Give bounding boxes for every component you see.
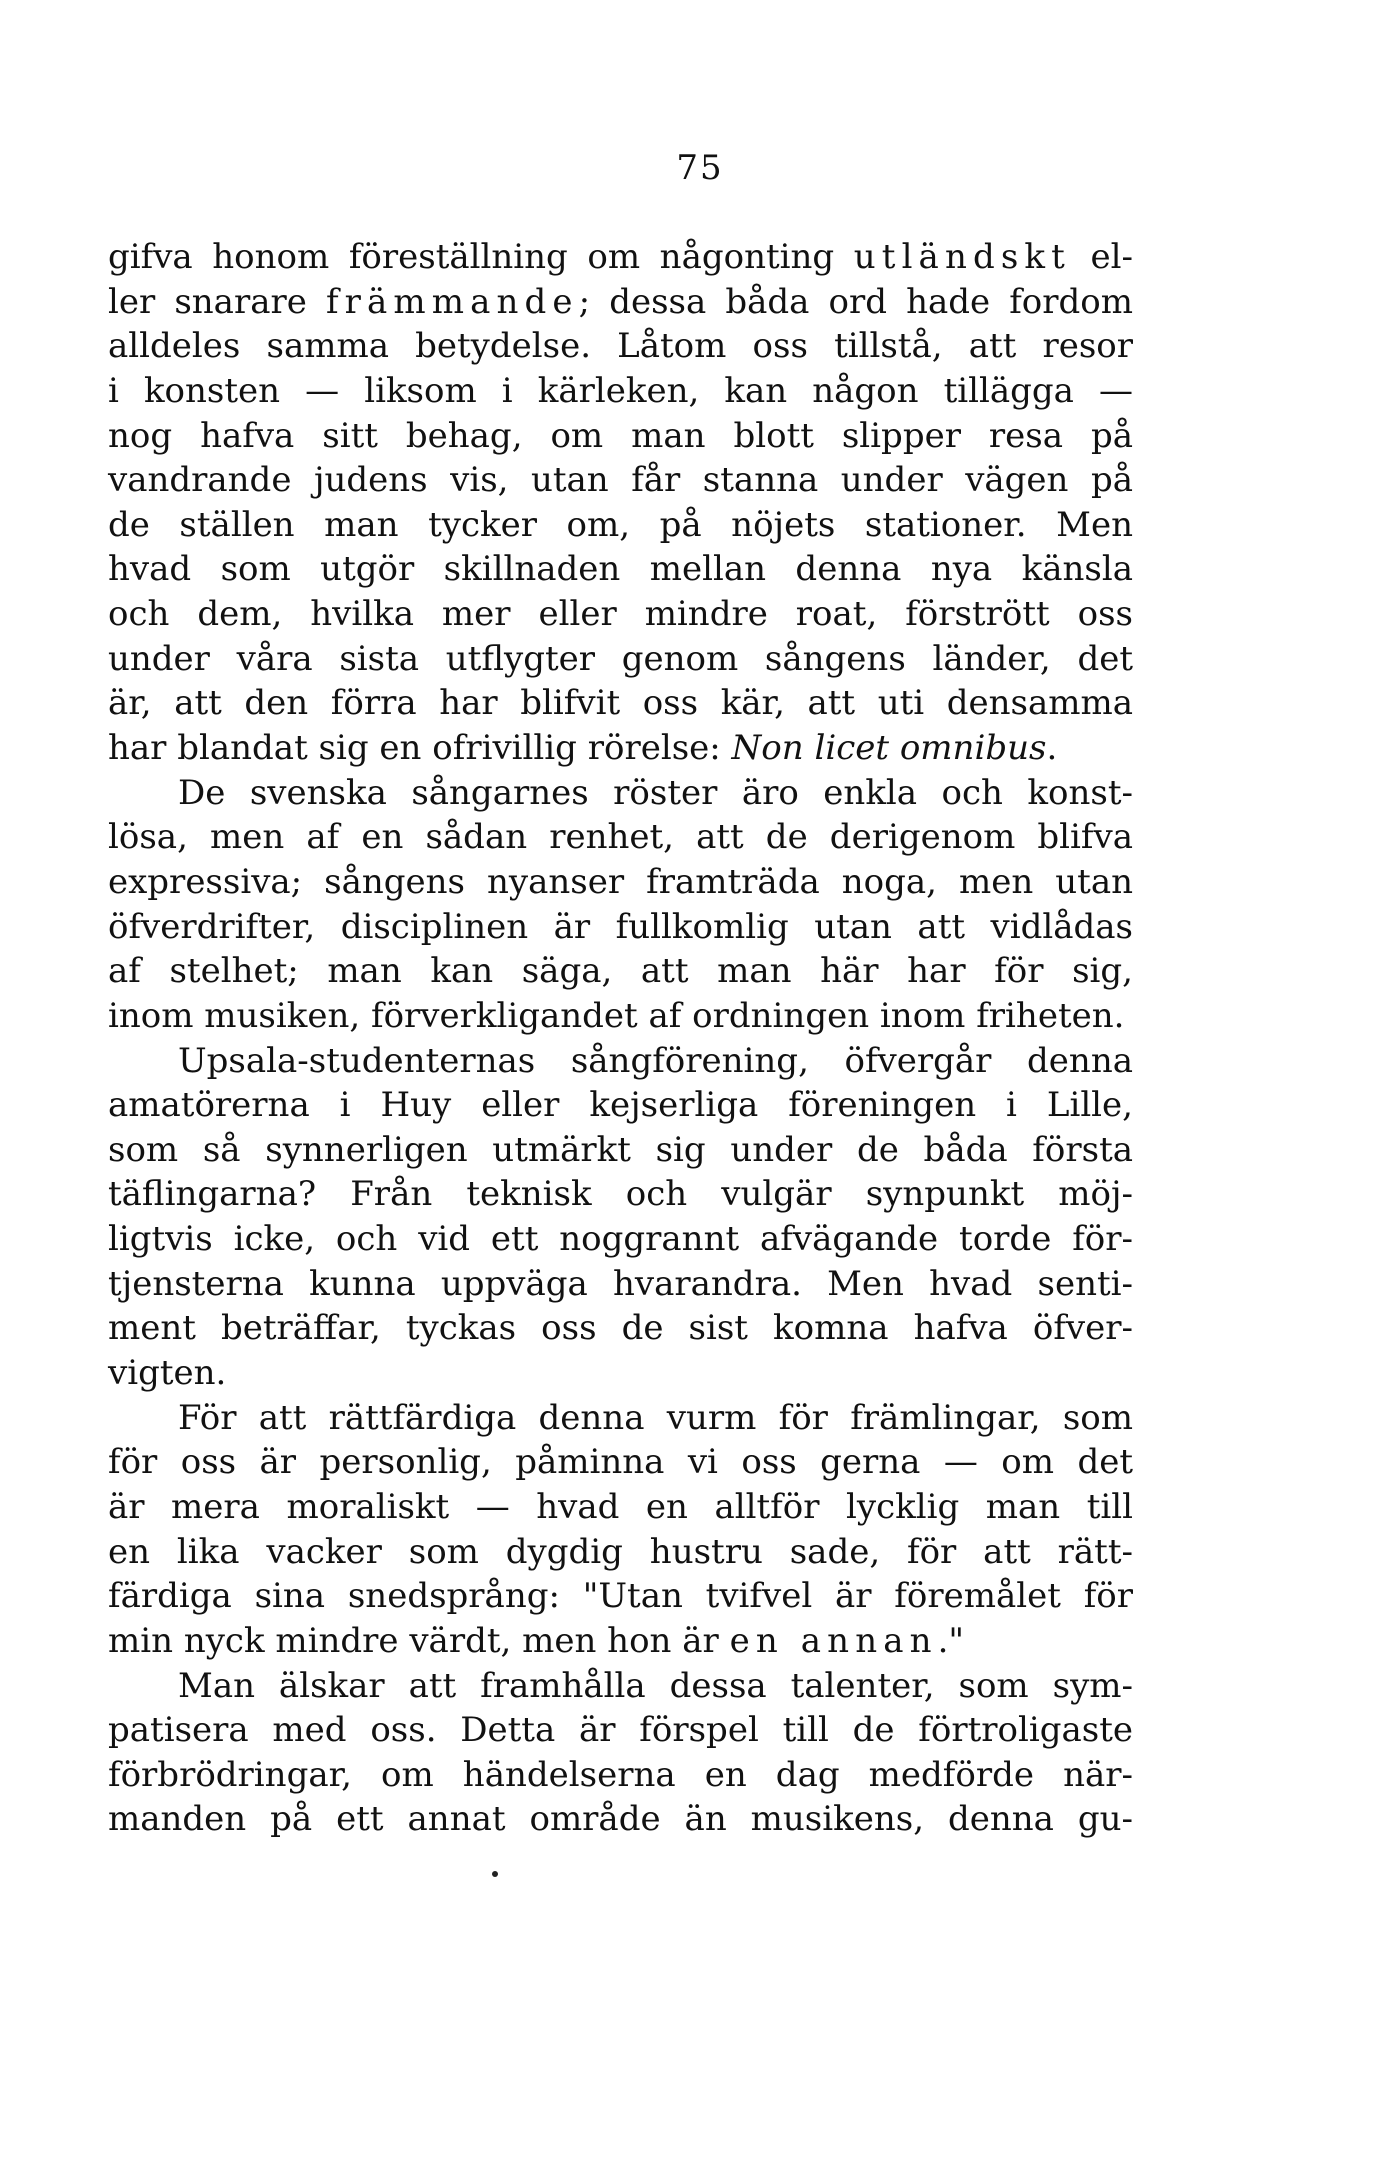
line-text: har blandat sig en ofrivillig rörelse: — [108, 728, 732, 769]
line-text: täflingarna? Från teknisk och vulgär synpunkt möj- — [108, 1174, 1133, 1215]
text-line — [108, 637, 1133, 682]
line-text: För att rättfärdiga denna vurm för främlingar, som — [178, 1397, 1133, 1438]
line-text: som så synnerligen utmärkt sig under de båda första — [108, 1129, 1133, 1170]
italic-phrase: Non licet omnibus — [731, 728, 1047, 769]
line-text: min nyck mindre värdt, men hon är — [108, 1620, 730, 1661]
text-line — [108, 1708, 1133, 1753]
text-line — [108, 1797, 1133, 1842]
text-line — [108, 1753, 1133, 1798]
text-line — [108, 1172, 1133, 1217]
line-text: hvad som utgör skillnaden mellan denna nya känsla — [108, 549, 1133, 590]
spaced-emphasis: utländskt — [853, 237, 1071, 277]
line-text: Upsala-studenternas sångförening, öfvergår denna — [178, 1040, 1133, 1081]
line-text: lösa, men af en sådan renhet, att de derigenom blifva — [108, 817, 1133, 858]
text-line — [108, 280, 1133, 325]
line-text: ment beträffar, tyckas oss de sist komna hafva öfver- — [108, 1308, 1133, 1349]
line-text: inom musiken, förverkligandet af ordningen inom friheten. — [108, 995, 1125, 1036]
text-line — [108, 860, 1133, 905]
line-text: är, att den förra har blifvit oss kär, att uti densamma — [108, 683, 1133, 724]
stray-dot-mark — [492, 1871, 498, 1877]
line-text: tjensterna kunna uppväga hvarandra. Men hvad senti- — [108, 1263, 1133, 1304]
line-text: nog hafva sitt behag, om man blott slipper resa på — [108, 415, 1133, 456]
text-line — [108, 592, 1133, 637]
body-text — [108, 235, 1133, 1842]
line-text: el- — [1070, 237, 1133, 277]
text-line — [108, 771, 1133, 816]
line-text: alldeles samma betydelse. Låtom oss tillstå, att resor — [108, 326, 1133, 367]
line-text: under våra sista utflygter genom sångens länder, det — [108, 638, 1133, 679]
line-text: en lika vacker som dygdig hustru sade, för att rätt- — [108, 1531, 1133, 1572]
line-text: är mera moraliskt — hvad en alltför lycklig man till — [108, 1486, 1133, 1527]
line-text: patisera med oss. Detta är förspel till de förtroligaste — [108, 1710, 1133, 1751]
text-line — [108, 949, 1133, 994]
text-line — [108, 1485, 1133, 1530]
text-line — [108, 1039, 1133, 1084]
line-text: vigten. — [108, 1353, 227, 1394]
text-line — [108, 235, 1133, 280]
text-line — [108, 1664, 1133, 1709]
line-text: ; dessa båda ord hade fordom — [578, 281, 1133, 322]
line-text: De svenska sångarnes röster äro enkla och konst- — [178, 772, 1133, 813]
line-text: expressiva; sångens nyanser framträda noga, men utan — [108, 861, 1133, 902]
line-text: och dem, hvilka mer eller mindre roat, förstrött oss — [108, 594, 1133, 635]
line-text: i konsten — liksom i kärleken, kan någon tillägga — — [108, 370, 1133, 411]
spaced-emphasis: främmande — [325, 281, 579, 322]
text-line — [108, 994, 1133, 1039]
text-line — [108, 503, 1133, 548]
line-text: ler snarare — [108, 281, 326, 322]
line-text: amatörerna i Huy eller kejserliga föreningen i Lille, — [108, 1085, 1133, 1126]
line-text: gifva honom föreställning om någonting — [108, 237, 854, 277]
line-text: Man älskar att framhålla dessa talenter, som sym- — [178, 1665, 1133, 1706]
text-line — [108, 1574, 1133, 1619]
page-number: 75 — [676, 148, 724, 188]
line-text: . — [1046, 728, 1058, 769]
line-text: för oss är personlig, påminna vi oss gerna — om det — [108, 1442, 1133, 1483]
line-text: ligtvis icke, och vid ett noggrannt afvägande torde för- — [108, 1219, 1133, 1260]
text-line — [108, 681, 1133, 726]
text-line — [108, 1217, 1133, 1262]
line-text: förbrödringar, om händelserna en dag medförde när- — [108, 1754, 1133, 1795]
text-line — [108, 1530, 1133, 1575]
text-line — [108, 324, 1133, 369]
line-text: vandrande judens vis, utan får stanna under vägen på — [108, 460, 1133, 501]
line-text: färdiga sina snedsprång: "Utan tvifvel är föremålet för — [108, 1576, 1133, 1617]
text-line — [108, 726, 1133, 771]
line-text: manden på ett annat område än musikens, denna gu- — [108, 1799, 1133, 1840]
text-line — [108, 458, 1133, 503]
text-line — [108, 905, 1133, 950]
text-line — [108, 1619, 1133, 1664]
text-line — [108, 1306, 1133, 1351]
line-text: öfverdrifter, disciplinen är fullkomlig utan att vidlådas — [108, 906, 1133, 947]
line-text: de ställen man tycker om, på nöjets stationer. Men — [108, 504, 1133, 545]
text-line — [108, 1262, 1133, 1307]
text-line — [108, 1351, 1133, 1396]
text-line — [108, 1128, 1133, 1173]
text-line — [108, 815, 1133, 860]
line-text: af stelhet; man kan säga, att man här har för sig, — [108, 951, 1133, 992]
text-line — [108, 1083, 1133, 1128]
text-line — [108, 414, 1133, 459]
text-line — [108, 369, 1133, 414]
line-text: ." — [937, 1620, 965, 1661]
text-line — [108, 547, 1133, 592]
text-line — [108, 1440, 1133, 1485]
spaced-emphasis: en annan — [729, 1620, 938, 1661]
text-line — [108, 1396, 1133, 1441]
